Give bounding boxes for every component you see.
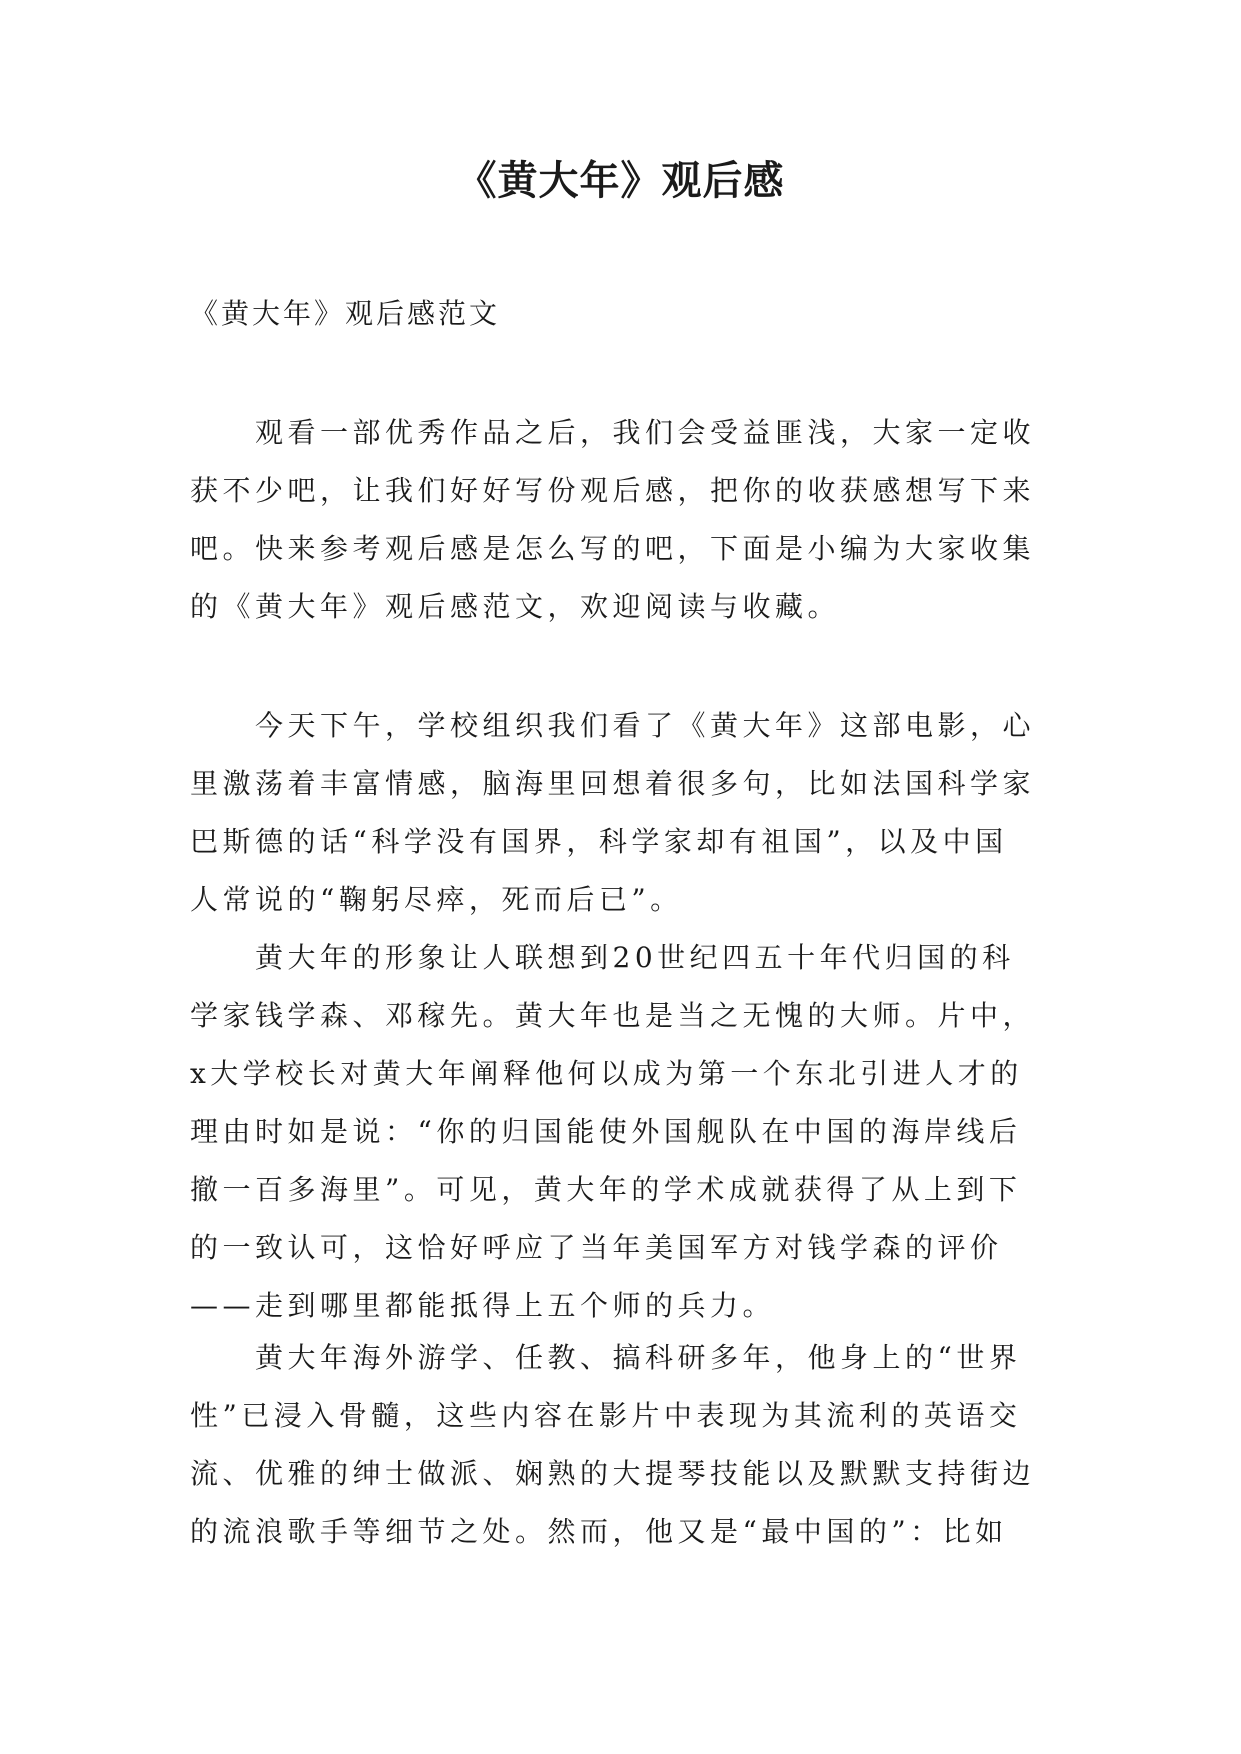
paragraph-line: 获不少吧，让我们好好写份观后感，把你的收获感想写下来 — [190, 474, 1036, 507]
paragraph-line: 吧。快来参考观后感是怎么写的吧，下面是小编为大家收集 — [190, 532, 1036, 565]
paragraph-line: 学家钱学森、邓稼先。黄大年也是当之无愧的大师。片中， — [190, 999, 1036, 1032]
document-subtitle: 《黄大年》观后感范文 — [190, 297, 501, 330]
paragraph-line: 人常说的“鞠躬尽瘁，死而后已”。 — [190, 883, 683, 916]
document-title: 《黄大年》观后感 — [456, 158, 785, 204]
paragraph-film-viewing — [190, 697, 1050, 929]
paragraph-line: 观看一部优秀作品之后，我们会受益匪浅，大家一定收 — [190, 416, 1036, 449]
paragraph-line: ——走到哪里都能抵得上五个师的兵力。 — [190, 1289, 776, 1322]
paragraph-line: 性”已浸入骨髓，这些内容在影片中表现为其流利的英语交 — [190, 1399, 1022, 1432]
paragraph-intro — [190, 404, 1050, 636]
paragraph-worldliness — [190, 1329, 1050, 1561]
paragraph-line: 流、优雅的绅士做派、娴熟的大提琴技能以及默默支持街边 — [190, 1457, 1036, 1490]
paragraph-scientist-image — [190, 929, 1050, 1335]
paragraph-line: 的一致认可，这恰好呼应了当年美国军方对钱学森的评价 — [190, 1231, 1003, 1264]
paragraph-line: 的流浪歌手等细节之处。然而，他又是“最中国的”：比如 — [190, 1515, 1008, 1548]
paragraph-line: 今天下午，学校组织我们看了《黄大年》这部电影，心 — [190, 709, 1036, 742]
paragraph-line: 理由时如是说：“你的归国能使外国舰队在中国的海岸线后 — [190, 1115, 1022, 1148]
paragraph-line: 巴斯德的话“科学没有国界，科学家却有祖国”，以及中国 — [190, 825, 1008, 858]
paragraph-line: 的《黄大年》观后感范文，欢迎阅读与收藏。 — [190, 590, 841, 623]
paragraph-line: 撤一百多海里”。可见，黄大年的学术成就获得了从上到下 — [190, 1173, 1022, 1206]
paragraph-line: 里激荡着丰富情感，脑海里回想着很多句，比如法国科学家 — [190, 767, 1036, 800]
paragraph-line: x大学校长对黄大年阐释他何以成为第一个东北引进人才的 — [190, 1057, 1023, 1090]
paragraph-line: 黄大年的形象让人联想到20世纪四五十年代归国的科 — [190, 941, 1015, 974]
paragraph-line: 黄大年海外游学、任教、搞科研多年，他身上的“世界 — [190, 1341, 1022, 1374]
